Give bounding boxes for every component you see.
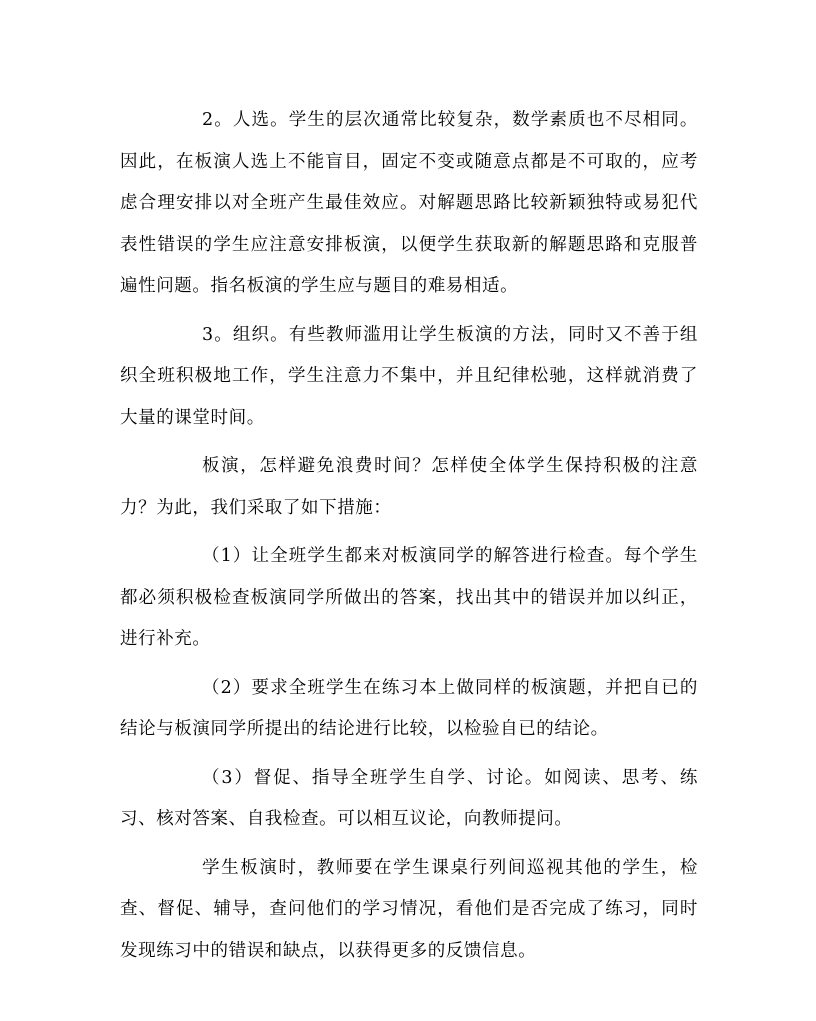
paragraph-measure-1: （1）让全班学生都来对板演同学的解答进行检查。每个学生都必须积极检查板演同学所做出的答案，找出其中的错误并加以纠正，进行补充。	[120, 546, 698, 649]
paragraph-selection: 2。人选。学生的层次通常比较复杂，数学素质也不尽相同。因此，在板演人选上不能盲目，固定不变或随意点都是不可取的，应考虑合理安排以对全班产生最佳效应。对解题思路比较新颖独特或易犯代表性错误的学生应注意安排板演，以便学生获取新的解题思路和克服普遍性问题。指名板演的学生应与题目的难易相适。	[120, 110, 698, 296]
paragraph-measure-3: （3）督促、指导全班学生自学、讨论。如阅读、思考、练习、核对答案、自我检查。可以相互议论，向教师提问。	[120, 767, 698, 829]
paragraph-question: 板演，怎样避免浪费时间？怎样使全体学生保持积极的注意力？为此，我们采取了如下措施：	[120, 456, 698, 518]
document-page	[120, 100, 698, 979]
paragraph-organization: 3。组织。有些教师滥用让学生板演的方法，同时又不善于组织全班积极地工作，学生注意力不集中，并且纪律松驰，这样就消费了大量的课堂时间。	[120, 324, 698, 428]
paragraph-teacher-patrol: 学生板演时，教师要在学生课桌行列间巡视其他的学生，检查、督促、辅导，查问他们的学习情况，看他们是否完成了练习，同时发现练习中的错误和缺点，以获得更多的反馈信息。	[120, 857, 698, 961]
paragraph-measure-2: （2）要求全班学生在练习本上做同样的板演题，并把自已的结论与板演同学所提出的结论进行比较，以检验自已的结论。	[120, 677, 698, 739]
